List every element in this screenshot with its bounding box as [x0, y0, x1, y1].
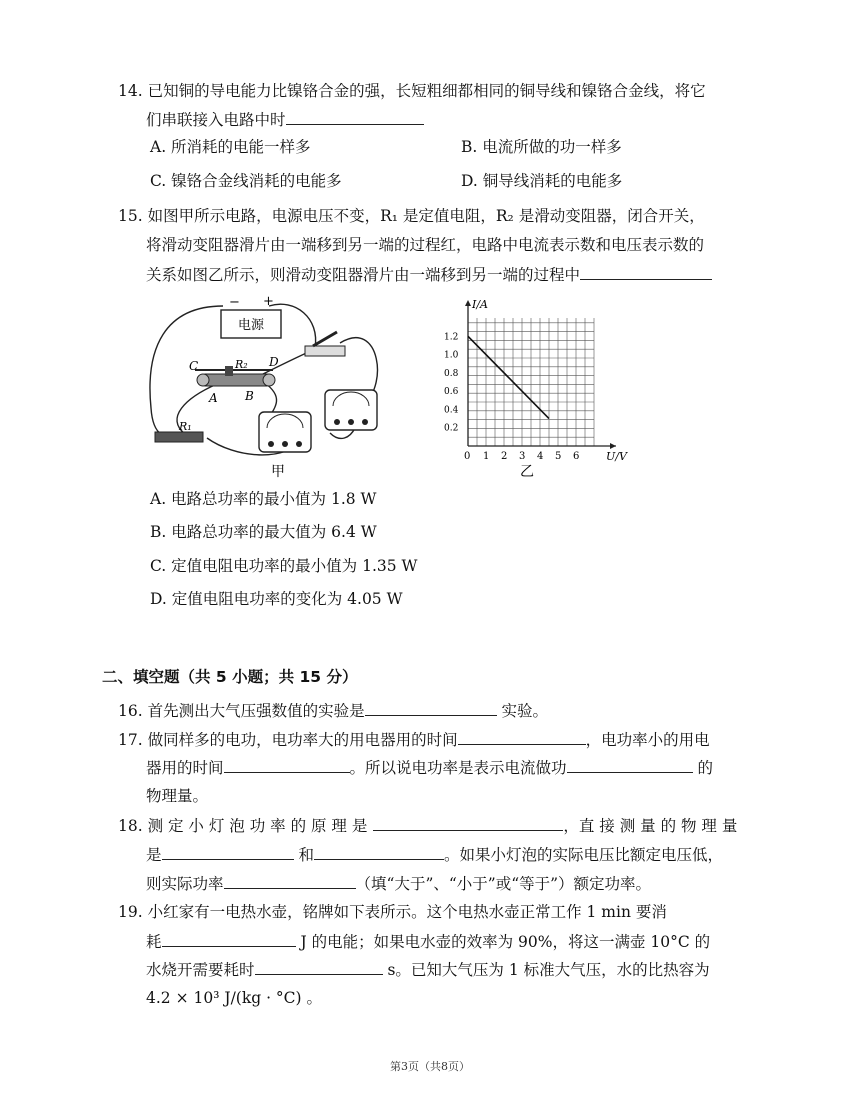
q19-line2: 耗 J 的电能；如果电水壶的效率为 90%，将这一满壶 10°C 的 [146, 930, 710, 953]
q15-stem-line2: 将滑动变阻器滑片由一端移到另一端的过程红，电路中电流表示数和电压表示数的 [146, 236, 705, 254]
q17-line3: 物理量。 [146, 787, 209, 805]
terminal-d-label: D [269, 355, 279, 369]
q15-answer-blank[interactable] [580, 263, 712, 280]
figure-yi-caption: 乙 [520, 464, 534, 480]
circuit-figure [145, 288, 405, 483]
q17-blank-2[interactable] [224, 756, 350, 773]
r2-label: R₂ [235, 358, 248, 371]
x-tick-label: 4 [537, 451, 544, 462]
y-tick-label: 0.6 [444, 387, 459, 398]
q18-blank-2[interactable] [162, 843, 294, 860]
q14-option-c[interactable]: C. 镍铬合金线消耗的电能多 [150, 172, 342, 190]
q16: 16. 首先测出大气压强数值的实验是 实验。 [118, 699, 548, 722]
q15-option-d[interactable]: D. 定值电阻电功率的变化为 4.05 W [150, 590, 403, 608]
q14-answer-blank[interactable] [286, 108, 424, 125]
q15-option-a[interactable]: A. 电路总功率的最小值为 1.8 W [150, 490, 377, 508]
terminal-a-label: A [209, 391, 218, 405]
q14-stem-line2 [146, 108, 424, 131]
q19-blank-2[interactable] [255, 958, 383, 975]
plus-terminal: + [263, 294, 274, 309]
q19-line3: 水烧开需要耗时 s。已知大气压为 1 标准大气压，水的比热容为 [146, 958, 710, 981]
q18-line1: 18. 测 定 小 灯 泡 功 率 的 原 理 是 ，直 接 测 量 的 物 理 量 [118, 814, 737, 837]
q18-blank-3[interactable] [314, 843, 444, 860]
y-tick-label: 1.0 [444, 350, 459, 361]
x-axis-arrow [610, 443, 616, 449]
q19-line1: 19. 小红家有一电热水壶，铭牌如下表所示。这个电热水壶正常工作 1 min 要消 [118, 903, 667, 921]
x-tick-label: 5 [555, 451, 562, 462]
iu-graph [440, 296, 627, 481]
minus-terminal: − [229, 295, 240, 310]
terminal-b-label: B [245, 389, 254, 403]
y-tick-label: 0.4 [444, 405, 459, 416]
q17-blank-1[interactable] [458, 728, 586, 745]
q15-option-c[interactable]: C. 定值电阻电功率的最小值为 1.35 W [150, 557, 418, 575]
y-tick-label: 0.8 [444, 368, 459, 379]
r1-label: R₁ [179, 420, 192, 433]
q14-option-a[interactable]: A. 所消耗的电能一样多 [150, 138, 311, 156]
q15-stem-line3 [146, 263, 712, 286]
iu-line [468, 336, 549, 418]
q15-option-b[interactable]: B. 电路总功率的最大值为 6.4 W [150, 523, 377, 541]
chart-grid [468, 318, 594, 446]
y-axis-label: I/A [472, 298, 488, 311]
terminal-c-label: C [189, 359, 199, 373]
q14-stem-text: 们串联接入电路中时 [146, 111, 286, 129]
x-tick-label: 3 [519, 451, 526, 462]
q14-stem-line1: 14. 已知铜的导电能力比镍铬合金的强，长短粗细都相同的铜导线和镍铬合金线，将它 [118, 82, 706, 100]
q19-blank-1[interactable] [162, 930, 296, 947]
y-axis-arrow [465, 300, 471, 306]
q19-line4: 4.2 × 10³ J/(kg · °C) 。 [146, 989, 323, 1007]
power-supply-label: 电源 [237, 318, 265, 333]
q15-stem-text: 关系如图乙所示，则滑动变阻器滑片由一端移到另一端的过程中 [146, 266, 581, 284]
q15-stem-line1: 15. 如图甲所示电路，电源电压不变，R₁ 是定值电阻，R₂ 是滑动变阻器，闭合开关， [118, 207, 705, 225]
figure-jia-caption: 甲 [271, 464, 285, 480]
y-tick-label: 0.2 [444, 423, 459, 434]
q18-line3: 则实际功率 （填“大于”、“小于”或“等于”）额定功率。 [146, 872, 651, 895]
q14-option-d[interactable]: D. 铜导线消耗的电能多 [461, 172, 623, 190]
y-tick-label: 1.2 [444, 332, 459, 343]
q17-line1: 17. 做同样多的电功，电功率大的用电器用的时间 ，电功率小的用电 [118, 728, 710, 751]
origin-label: 0 [464, 451, 471, 462]
x-tick-label: 2 [501, 451, 508, 462]
x-tick-label: 1 [483, 451, 490, 462]
q17-line2: 器用的时间 。所以说电功率是表示电流做功 的 [146, 756, 713, 779]
page-footer: 第3页（共8页） [390, 1060, 470, 1073]
q18-blank-4[interactable] [224, 872, 356, 889]
q16-blank[interactable] [365, 699, 497, 716]
q17-blank-3[interactable] [567, 756, 693, 773]
q18-blank-1[interactable] [373, 814, 563, 831]
section-title: 二、填空题（共 5 小题；共 15 分） [102, 668, 358, 686]
x-axis-label: U/V [606, 450, 627, 463]
q18-line2: 是 和 。如果小灯泡的实际电压比额定电压低， [146, 843, 723, 866]
x-tick-label: 6 [573, 451, 580, 462]
q14-option-b[interactable]: B. 电流所做的功一样多 [461, 138, 622, 156]
